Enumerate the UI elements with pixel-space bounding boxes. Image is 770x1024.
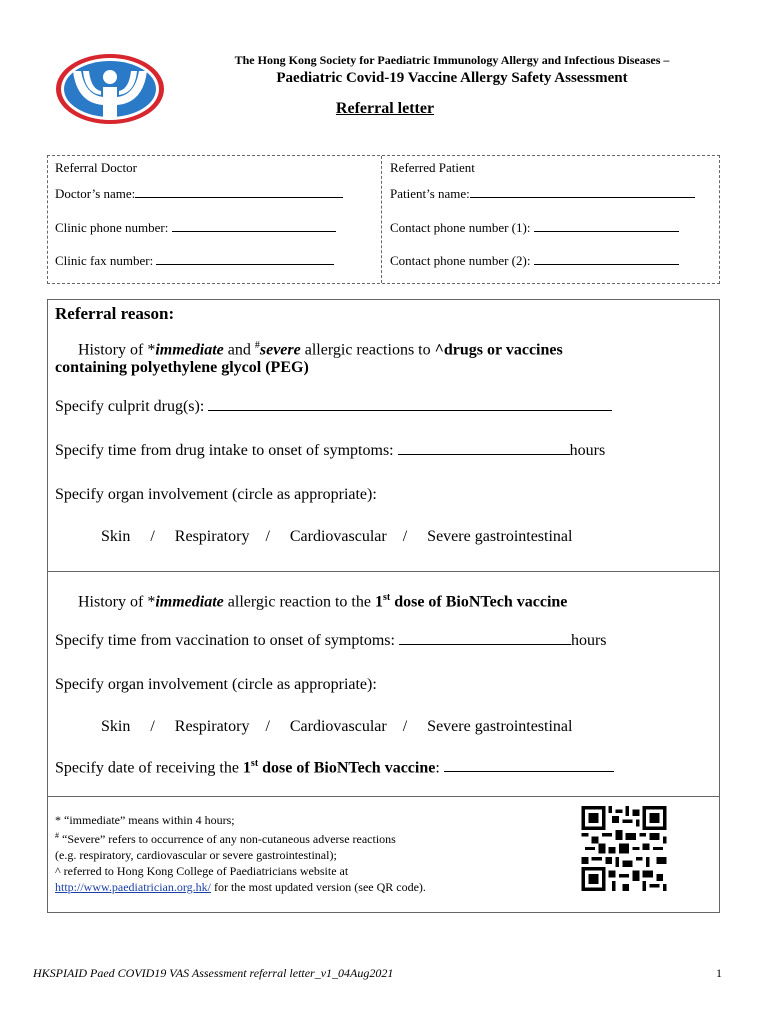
ordinal-suffix-2: st	[250, 758, 259, 769]
peg-history-text: History of *	[78, 341, 156, 359]
section-divider-1	[48, 571, 719, 572]
organ-options-1[interactable]: Skin / Respiratory / Cardiovascular / Severe gastrointestinal	[101, 528, 573, 545]
document-subtitle: Paediatric Covid-19 Vaccine Allergy Safety Assessment	[276, 70, 628, 86]
organ-options-2[interactable]: Skin / Respiratory / Cardiovascular / Severe gastrointestinal	[101, 718, 573, 735]
first-number: 1	[374, 593, 383, 611]
column-divider	[381, 156, 382, 283]
drug-onset-label: Specify time from drug intake to onset of symptoms:	[55, 442, 394, 459]
hash-mark: #	[254, 340, 260, 351]
vaccine-date-field[interactable]	[55, 758, 614, 777]
clinic-fax-field[interactable]	[55, 252, 334, 269]
footnotes	[55, 812, 426, 895]
peg-history-line-2: containing polyethylene glycol (PEG)	[55, 359, 309, 376]
patient-name-label: Patient’s name:	[390, 186, 470, 201]
culprit-drug-field[interactable]	[55, 398, 612, 416]
footnote-severe	[55, 828, 426, 847]
hours-unit-2: hours	[570, 632, 607, 649]
clinic-phone-label: Clinic phone number:	[55, 220, 169, 235]
footnote-immediate: * “immediate” means within 4 hours;	[55, 813, 235, 827]
vaccine-onset-time-field[interactable]	[55, 632, 607, 650]
organ-involvement-label-1: Specify organ involvement (circle as appropriate):	[55, 486, 377, 503]
referral-reason-heading: Referral reason:	[55, 304, 175, 323]
clinic-fax-label: Clinic fax number:	[55, 253, 154, 268]
referral-reason-box	[47, 299, 720, 913]
vaccine-date-label: Specify date of receiving the	[55, 759, 243, 777]
page-title: Referral letter	[335, 100, 435, 117]
colon-text: :	[435, 759, 440, 777]
culprit-drug-label: Specify culprit drug(s):	[55, 398, 205, 415]
biontech-dose-term-2: dose of BioNTech vaccine	[258, 759, 436, 777]
section-divider-2	[48, 796, 719, 797]
organisation-name: The Hong Kong Society for Paediatric Immunology Allergy and Infectious Diseases –	[234, 53, 670, 67]
biontech-history-line	[78, 592, 567, 611]
page-number: 1	[716, 966, 722, 980]
drug-onset-time-field[interactable]	[55, 442, 605, 460]
footnote-reference: ^ referred to Hong Kong College of Paediatricians website at	[55, 864, 349, 878]
footnote-severe-text: “Severe” refers to occurrence of any non-cutaneous adverse reactions	[59, 832, 396, 846]
contact-phone-1-field[interactable]	[390, 219, 679, 236]
college-website-link[interactable]: http://www.paediatrician.org.hk/	[55, 880, 211, 894]
and-text: and	[223, 341, 255, 359]
footnote-severe-examples: (e.g. respiratory, cardiovascular or severe gastrointestinal);	[55, 848, 337, 862]
hash-mark-2: #	[55, 831, 59, 840]
organ-involvement-label-2: Specify organ involvement (circle as appropriate):	[55, 676, 377, 693]
ordinal-suffix: st	[382, 592, 391, 603]
clinic-phone-field[interactable]	[55, 219, 336, 236]
first-number-2: 1	[242, 759, 251, 777]
referral-details-box	[47, 155, 720, 284]
doctor-name-field[interactable]	[55, 185, 343, 202]
immediate-term-2: immediate	[155, 593, 224, 611]
vaccine-onset-label: Specify time from vaccination to onset of symptoms:	[55, 632, 395, 649]
patient-name-field[interactable]	[390, 185, 695, 202]
doctor-name-label: Doctor’s name:	[55, 186, 136, 201]
qr-code-icon[interactable]	[579, 806, 669, 891]
severe-term: severe	[259, 341, 301, 359]
peg-history-line	[78, 340, 563, 359]
referral-doctor-heading: Referral Doctor	[55, 160, 137, 175]
biontech-history-text: History of *	[78, 593, 156, 611]
footnote-link-line	[55, 879, 426, 895]
hours-unit: hours	[569, 442, 606, 459]
contact-phone-2-field[interactable]	[390, 252, 679, 269]
contact-phone-1-label: Contact phone number (1):	[390, 220, 531, 235]
allergic-reactions-text: allergic reactions to	[300, 341, 435, 359]
drugs-vaccines-term: ^drugs or vaccines	[434, 341, 563, 359]
footnote-link-rest: for the most updated version (see QR code).	[210, 880, 426, 894]
referred-patient-heading: Referred Patient	[390, 160, 475, 175]
footer-document-id: HKSPIAID Paed COVID19 VAS Assessment referral letter_v1_04Aug2021	[33, 966, 394, 980]
biontech-dose-term: dose of BioNTech vaccine	[390, 593, 568, 611]
immediate-term: immediate	[155, 341, 224, 359]
reaction-to-text: allergic reaction to the	[223, 593, 375, 611]
contact-phone-2-label: Contact phone number (2):	[390, 253, 531, 268]
